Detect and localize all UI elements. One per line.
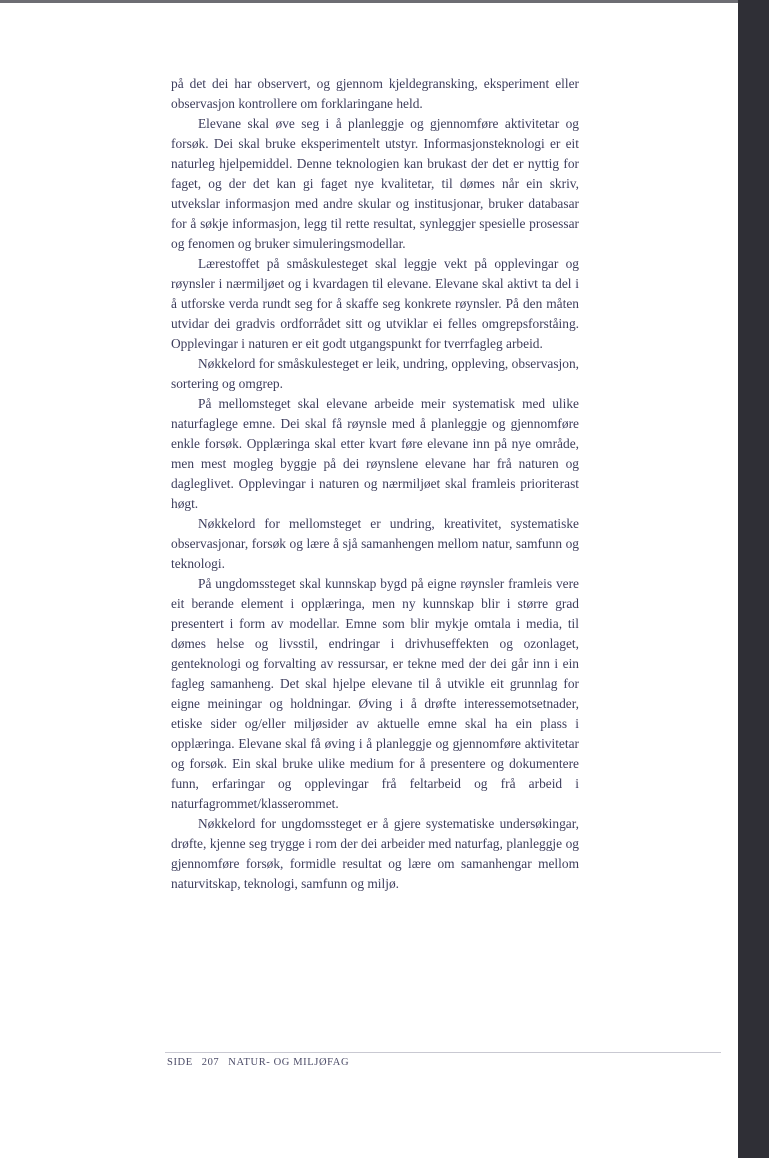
- footer-side-label: SIDE: [167, 1057, 193, 1068]
- page-edge-shadow: [738, 0, 769, 1158]
- body-text: [171, 74, 579, 894]
- top-edge-rule: [0, 0, 738, 3]
- paragraph: på det dei har observert, og gjennom kjeldegransking, eksperiment eller observasjon kontrollere om forklaringane held.: [171, 76, 579, 111]
- footer-rule: [165, 1052, 721, 1053]
- paragraph: På ungdomssteget skal kunnskap bygd på eigne røynsler framleis vere eit berande element i opplæringa, men ny kunnskap blir i større grad presentert i form av modellar. Emne som blir mykje omtala i media, til dømes helse og livsstil, endringar i drivhuseffekten og ozonlaget, genteknologi og forvalting av ressursar, er tekne med der dei går inn i ein fagleg samanheng. Det skal hjelpe elevane til å utvikle eit grunnlag for eigne meiningar og holdningar. Øving i å drøfte interessemotsetnader, etiske sider og/eller miljøsider av aktuelle emne skal ha ein plass i opplæringa. Elevane skal få øving i å planleggje og gjennomføre aktivitetar og forsøk. Ein skal bruke ulike medium for å presentere og dokumentere funn, erfaringar og opplevingar frå feltarbeid og frå arbeid i naturfagrommet/klasserommet.: [171, 576, 579, 811]
- section-title: NATUR- OG MILJØFAG: [228, 1057, 350, 1068]
- paragraph: Nøkkelord for ungdomssteget er å gjere systematiske undersøkingar, drøfte, kjenne seg trygge i rom der dei arbeider med naturfag, planleggje og gjennomføre forsøk, formidle resultat og lære om samanhengar mellom naturvitskap, teknologi, samfunn og miljø.: [171, 816, 579, 891]
- page-footer: [167, 1057, 358, 1068]
- paragraph: Nøkkelord for mellomsteget er undring, kreativitet, systematiske observasjonar, forsøk og lære å sjå samanhengen mellom natur, samfunn og teknologi.: [171, 516, 579, 571]
- paragraph: Elevane skal øve seg i å planleggje og gjennomføre aktivitetar og forsøk. Dei skal bruke eksperimentelt utstyr. Informasjonsteknologi er eit naturleg hjelpemiddel. Denne teknologien kan brukast der det er nyttig for faget, og der det kan gi faget nye kvalitetar, til dømes når ein skriv, utvekslar informasjon med andre skular og institusjonar, bruker databasar for å søkje informasjon, legg til rette resultat, synleggjer spesielle prosessar og fenomen og bruker simuleringsmodellar.: [171, 116, 579, 251]
- paragraph: Nøkkelord for småskulesteget er leik, undring, oppleving, observasjon, sortering og omgrep.: [171, 356, 579, 391]
- page-number: 207: [201, 1057, 220, 1068]
- paragraph: På mellomsteget skal elevane arbeide meir systematisk med ulike naturfaglege emne. Dei skal få røynsle med å planleggje og gjennomføre enkle forsøk. Opplæringa skal etter kvart føre elevane inn på nye område, men mest mogleg byggje på dei røynslene elevane har frå naturen og dagleglivet. Opplevingar i naturen og nærmiljøet skal framleis prioriterast høgt.: [171, 396, 579, 511]
- paragraph: Lærestoffet på småskulesteget skal leggje vekt på opplevingar og røynsler i nærmiljøet og i kvardagen til elevane. Elevane skal aktivt ta del i å utforske verda rundt seg for å skaffe seg konkrete røynsler. På den måten utvidar dei gradvis ordforrådet sitt og utviklar ei felles omgrepsforståing. Opplevingar i naturen er eit godt utgangspunkt for tverrfagleg arbeid.: [171, 256, 579, 351]
